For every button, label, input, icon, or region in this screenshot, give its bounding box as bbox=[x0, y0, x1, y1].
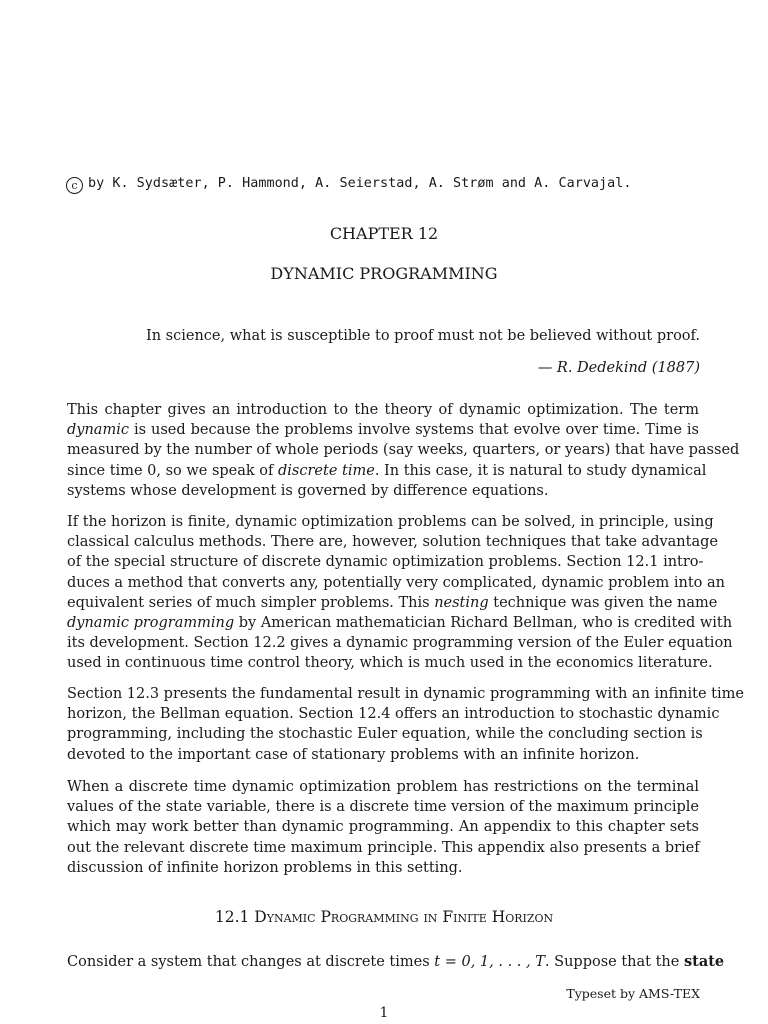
paragraph-section-start bbox=[67, 952, 725, 972]
section-heading: 12.1 Dynamic Programming in Finite Horizon bbox=[214, 908, 554, 926]
text-line: Consider a system that changes at discrete times t = 0, 1, . . . , T. Suppose that the state bbox=[67, 953, 725, 970]
text-line: devoted to the important case of stationary problems with an infinite horizon. bbox=[67, 746, 640, 763]
text-line: duces a method that converts any, potentially very complicated, dynamic problem into an bbox=[67, 574, 726, 591]
paragraph-intro bbox=[67, 400, 740, 501]
text-line: If the horizon is finite, dynamic optimization problems can be solved, in principle, using bbox=[67, 514, 714, 530]
paragraph-finite-horizon bbox=[67, 512, 733, 674]
text-line: measured by the number of whole periods (say weeks, quarters, or years) that have passed bbox=[67, 442, 740, 459]
text-line: horizon, the Bellman equation. Section 12.4 offers an introduction to stochastic dynamic bbox=[67, 706, 720, 723]
text-line: systems whose development is governed by difference equations. bbox=[67, 482, 549, 499]
emphasis: dynamic bbox=[67, 422, 129, 439]
text-line: discussion of infinite horizon problems in this setting. bbox=[67, 859, 463, 876]
text-line: classical calculus methods. There are, however, solution techniques that take advantage bbox=[67, 534, 718, 551]
math-expression: t = 0, 1, . . . , T bbox=[434, 954, 545, 970]
emphasis: dynamic programming bbox=[67, 615, 235, 632]
copyright-text: by K. Sydsæter, P. Hammond, A. Seierstad, A. Strøm and A. Carvajal. bbox=[88, 176, 632, 191]
text-line: of the special structure of discrete dynamic optimization problems. Section 12.1 intro- bbox=[67, 554, 704, 571]
emphasis: nesting bbox=[434, 594, 489, 611]
chapter-title: DYNAMIC PROGRAMMING bbox=[270, 264, 498, 283]
text-line: equivalent series of much simpler problems. This nesting technique was given the name bbox=[67, 594, 718, 611]
emphasis: discrete time bbox=[278, 462, 375, 479]
text-line: Section 12.3 presents the fundamental result in dynamic programming with an infinite time bbox=[67, 686, 744, 702]
copyright-icon: c bbox=[66, 177, 83, 194]
text-line: since time 0, so we speak of discrete time. In this case, it is natural to study dynamical bbox=[67, 462, 707, 479]
text-line: When a discrete time dynamic optimization problem has restrictions on the terminal bbox=[67, 779, 699, 795]
epigraph-attribution: — R. Dedekind (1887) bbox=[537, 360, 700, 376]
paragraph-infinite-horizon bbox=[67, 684, 744, 765]
epigraph-quote: In science, what is susceptible to proof must not be believed without proof. bbox=[145, 328, 700, 344]
bold-term: state bbox=[683, 953, 725, 970]
typeset-credit: Typeset by AMS-TEX bbox=[566, 986, 700, 1001]
text-line: values of the state variable, there is a discrete time version of the maximum principle bbox=[67, 799, 699, 816]
text-line: This chapter gives an introduction to the theory of dynamic optimization. The term bbox=[67, 402, 699, 418]
text-line: programming, including the stochastic Euler equation, while the concluding section is bbox=[67, 726, 703, 743]
text-line: out the relevant discrete time maximum principle. This appendix also presents a brief bbox=[67, 839, 700, 856]
text-line: which may work better than dynamic programming. An appendix to this chapter sets bbox=[67, 819, 699, 836]
text-line: its development. Section 12.2 gives a dynamic programming version of the Euler equation bbox=[67, 635, 733, 652]
text-line: dynamic programming by American mathematician Richard Bellman, who is credited with bbox=[67, 615, 733, 632]
text-line: dynamic is used because the problems involve systems that evolve over time. Time is bbox=[67, 422, 699, 439]
text-line: used in continuous time control theory, which is much used in the economics literature. bbox=[67, 655, 713, 672]
chapter-number: CHAPTER 12 bbox=[329, 224, 439, 243]
paragraph-appendix bbox=[67, 777, 699, 878]
page-number: 1 bbox=[379, 1005, 389, 1021]
copyright-line bbox=[66, 176, 632, 194]
